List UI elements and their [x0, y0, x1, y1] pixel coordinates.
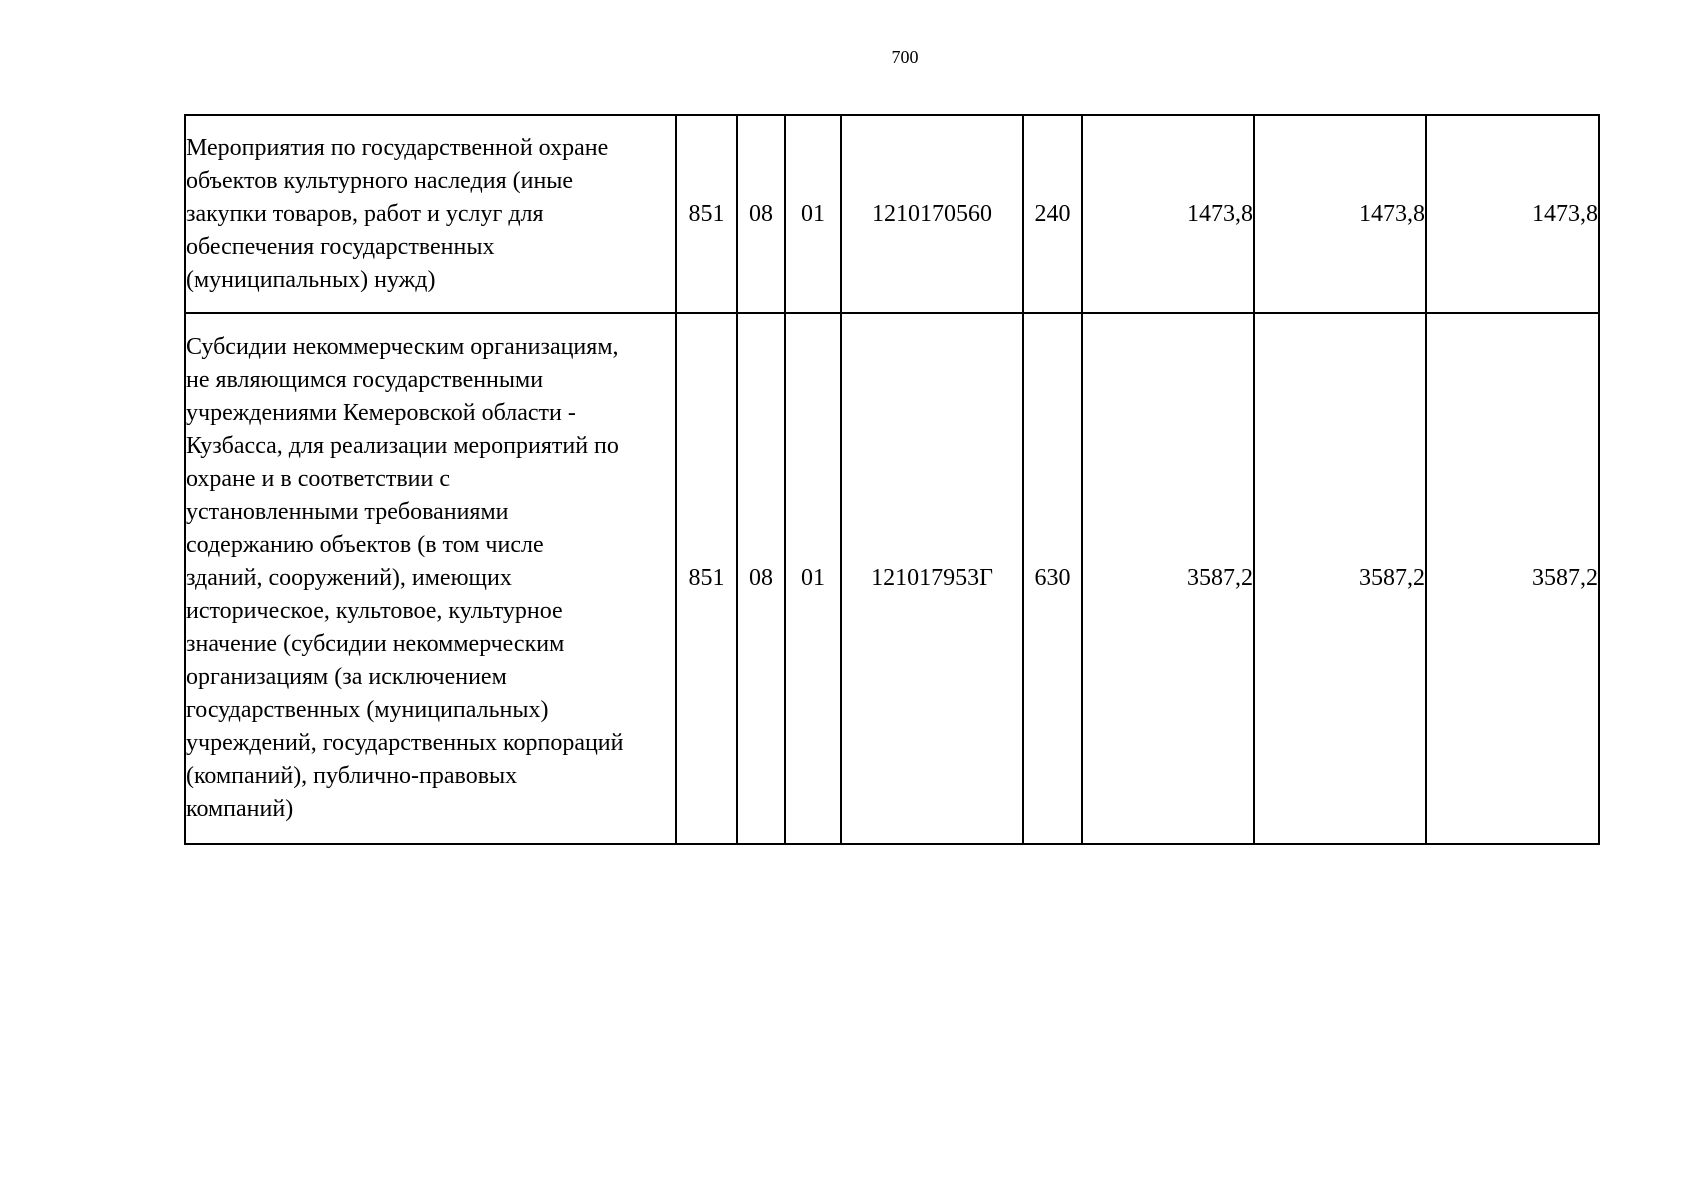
description-cell: Мероприятия по государственной охране объектов культурного наследия (иные закупки товаров, работ и услуг для обеспечения государственных (муниципальных) нужд) [185, 115, 676, 313]
target-article-cell: 121017953Г [841, 313, 1023, 844]
amount-1-cell: 1473,8 [1082, 115, 1254, 313]
ministry-code-cell: 851 [676, 313, 737, 844]
section-code-cell: 08 [737, 115, 785, 313]
budget-table [184, 114, 1600, 845]
subsection-code-cell: 01 [785, 115, 841, 313]
target-article-cell: 1210170560 [841, 115, 1023, 313]
amount-2-cell: 3587,2 [1254, 313, 1426, 844]
expense-type-cell: 240 [1023, 115, 1082, 313]
table-row [185, 313, 1599, 844]
amount-1-cell: 3587,2 [1082, 313, 1254, 844]
amount-2-cell: 1473,8 [1254, 115, 1426, 313]
ministry-code-cell: 851 [676, 115, 737, 313]
subsection-code-cell: 01 [785, 313, 841, 844]
amount-3-cell: 1473,8 [1426, 115, 1599, 313]
amount-3-cell: 3587,2 [1426, 313, 1599, 844]
description-cell: Субсидии некоммерческим организациям, не являющимся государственными учреждениями Кемеровской области - Кузбасса, для реализации мероприятий по охране и в соответствии с установленными требованиями содержанию объектов (в том числе зданий, сооружений), имеющих историческое, культовое, культурное значение (субсидии некоммерческим организациям (за исключением государственных (муниципальных) учреждений, государственных корпораций (компаний), публично-правовых компаний) [185, 313, 676, 844]
section-code-cell: 08 [737, 313, 785, 844]
table-row [185, 115, 1599, 313]
expense-type-cell: 630 [1023, 313, 1082, 844]
page-number: 700 [891, 47, 919, 67]
